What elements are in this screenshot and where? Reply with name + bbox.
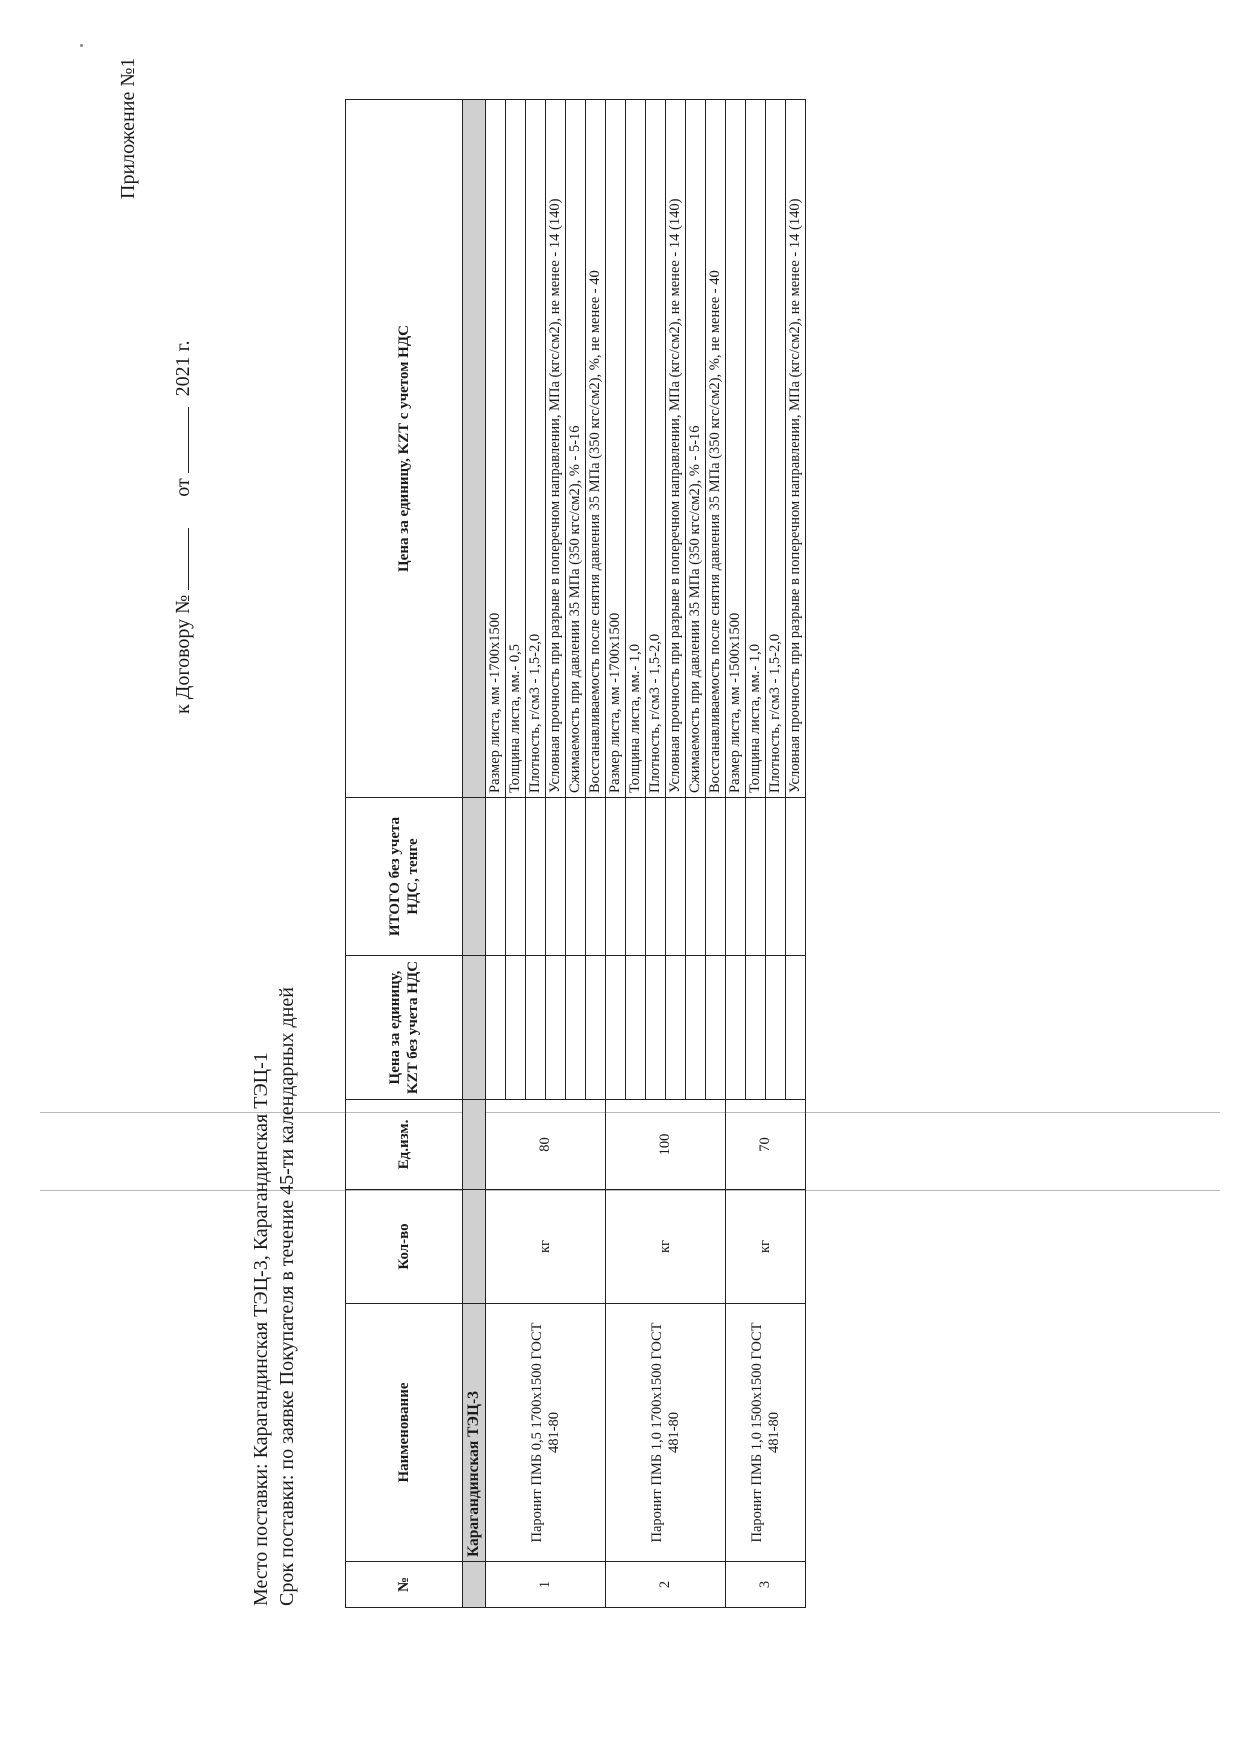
price-no-vat-cell (506, 956, 526, 1100)
spec-line: Восстанавливаемость после снятия давления 35 МПа (350 кгс/см2), %, не менее - 40 (586, 100, 606, 798)
contract-number-blank (170, 528, 189, 590)
price-no-vat-cell (706, 956, 726, 1100)
date-from-label: от (172, 478, 194, 497)
group-cell (463, 1100, 486, 1190)
price-no-vat-cell (726, 956, 746, 1100)
spec-line: Условная прочность при разрыве в поперечном направлении, МПа (кгс/см2), не менее - 14 (140) (666, 100, 686, 798)
total-no-vat-cell (686, 798, 706, 956)
item-number: 2 (606, 1562, 726, 1608)
group-cell (463, 1190, 486, 1304)
item-number: 3 (726, 1562, 806, 1608)
item-unit: 70 (726, 1100, 806, 1190)
price-no-vat-cell (646, 956, 666, 1100)
item-name: Паронит ПМБ 1,0 1700х1500 ГОСТ 481-80 (606, 1304, 726, 1562)
spec-line: Условная прочность при разрыве в поперечном направлении, МПа (кгс/см2), не менее - 14 (140) (786, 100, 806, 798)
spec-line: Восстанавливаемость после снятия давления 35 МПа (350 кгс/см2), %, не менее - 40 (706, 100, 726, 798)
price-no-vat-cell (586, 956, 606, 1100)
spec-line: Размер листа, мм -1500х1500 (726, 100, 746, 798)
group-cell-num (463, 1562, 486, 1608)
item-unit: 100 (606, 1100, 726, 1190)
item-qty: кг (486, 1190, 606, 1304)
total-no-vat-cell (766, 798, 786, 956)
spec-line: Сжимаемость при давлении 35 МПа (350 кгс/см2), % - 5-16 (686, 100, 706, 798)
group-row (463, 100, 486, 1608)
col-header-total-no-vat: ИТОГО без учета НДС, тенге (346, 798, 463, 956)
total-no-vat-cell (786, 798, 806, 956)
delivery-place: Место поставки: Карагандинская ТЭЦ-3, Карагандинская ТЭЦ-1 (250, 1052, 272, 1606)
price-no-vat-cell (546, 956, 566, 1100)
col-header-unit: Ед.изм. (346, 1100, 463, 1190)
spec-line: Плотность, г/см3 - 1,5-2,0 (526, 100, 546, 798)
col-header-price-vat: Цена за единицу, KZT с учетом НДС (346, 100, 463, 798)
spec-line: Размер листа, мм -1700х1500 (486, 100, 506, 798)
spec-line: Плотность, г/см3 - 1,5-2,0 (766, 100, 786, 798)
total-no-vat-cell (486, 798, 506, 956)
price-no-vat-cell (566, 956, 586, 1100)
total-no-vat-cell (726, 798, 746, 956)
table-row (606, 100, 626, 1608)
col-header-num: № (346, 1562, 463, 1608)
price-no-vat-cell (486, 956, 506, 1100)
group-cell (463, 956, 486, 1100)
item-unit: 80 (486, 1100, 606, 1190)
item-qty: кг (606, 1190, 726, 1304)
total-no-vat-cell (506, 798, 526, 956)
total-no-vat-cell (646, 798, 666, 956)
table-header-row (346, 100, 463, 1608)
item-name: Паронит ПМБ 1,0 1500х1500 ГОСТ 481-80 (726, 1304, 806, 1562)
price-no-vat-cell (686, 956, 706, 1100)
price-no-vat-cell (746, 956, 766, 1100)
total-no-vat-cell (546, 798, 566, 956)
contract-reference (170, 340, 195, 714)
contract-year: 2021 г. (172, 340, 194, 397)
group-label: Карагандинская ТЭЦ-3 (465, 1391, 482, 1557)
spec-line: Плотность, г/см3 - 1,5-2,0 (646, 100, 666, 798)
total-no-vat-cell (666, 798, 686, 956)
total-no-vat-cell (706, 798, 726, 956)
price-no-vat-cell (626, 956, 646, 1100)
col-header-name: Наименование (346, 1304, 463, 1562)
spec-line: Толщина листа, мм.- 1,0 (626, 100, 646, 798)
appendix-title: Приложение №1 (117, 57, 139, 199)
specification-table (345, 99, 806, 1608)
total-no-vat-cell (586, 798, 606, 956)
group-cell-name (463, 1304, 486, 1562)
col-header-qty: Кол-во (346, 1190, 463, 1304)
price-no-vat-cell (766, 956, 786, 1100)
price-no-vat-cell (526, 956, 546, 1100)
total-no-vat-cell (526, 798, 546, 956)
total-no-vat-cell (566, 798, 586, 956)
delivery-term: Срок поставки: по заявке Покупателя в течение 45-ти календарных дней (276, 987, 298, 1606)
col-header-price-no-vat: Цена за единицу, KZT без учета НДС (346, 956, 463, 1100)
spec-line: Толщина листа, мм.- 1,0 (746, 100, 766, 798)
spec-line: Сжимаемость при давлении 35 МПа (350 кгс/см2), % - 5-16 (566, 100, 586, 798)
price-no-vat-cell (666, 956, 686, 1100)
item-number: 1 (486, 1562, 606, 1608)
contract-prefix: к Договору № (172, 594, 194, 714)
total-no-vat-cell (746, 798, 766, 956)
group-cell (463, 798, 486, 956)
group-cell (463, 100, 486, 798)
table-row (726, 100, 746, 1608)
table-row (486, 100, 506, 1608)
item-qty: кг (726, 1190, 806, 1304)
date-blank (170, 407, 189, 473)
total-no-vat-cell (606, 798, 626, 956)
price-no-vat-cell (606, 956, 626, 1100)
price-no-vat-cell (786, 956, 806, 1100)
spec-line: Толщина листа, мм.- 0,5 (506, 100, 526, 798)
spec-line: Условная прочность при разрыве в поперечном направлении, МПа (кгс/см2), не менее - 14 (140) (546, 100, 566, 798)
item-name: Паронит ПМБ 0,5 1700х1500 ГОСТ 481-80 (486, 1304, 606, 1562)
total-no-vat-cell (626, 798, 646, 956)
spec-line: Размер листа, мм -1700х1500 (606, 100, 626, 798)
